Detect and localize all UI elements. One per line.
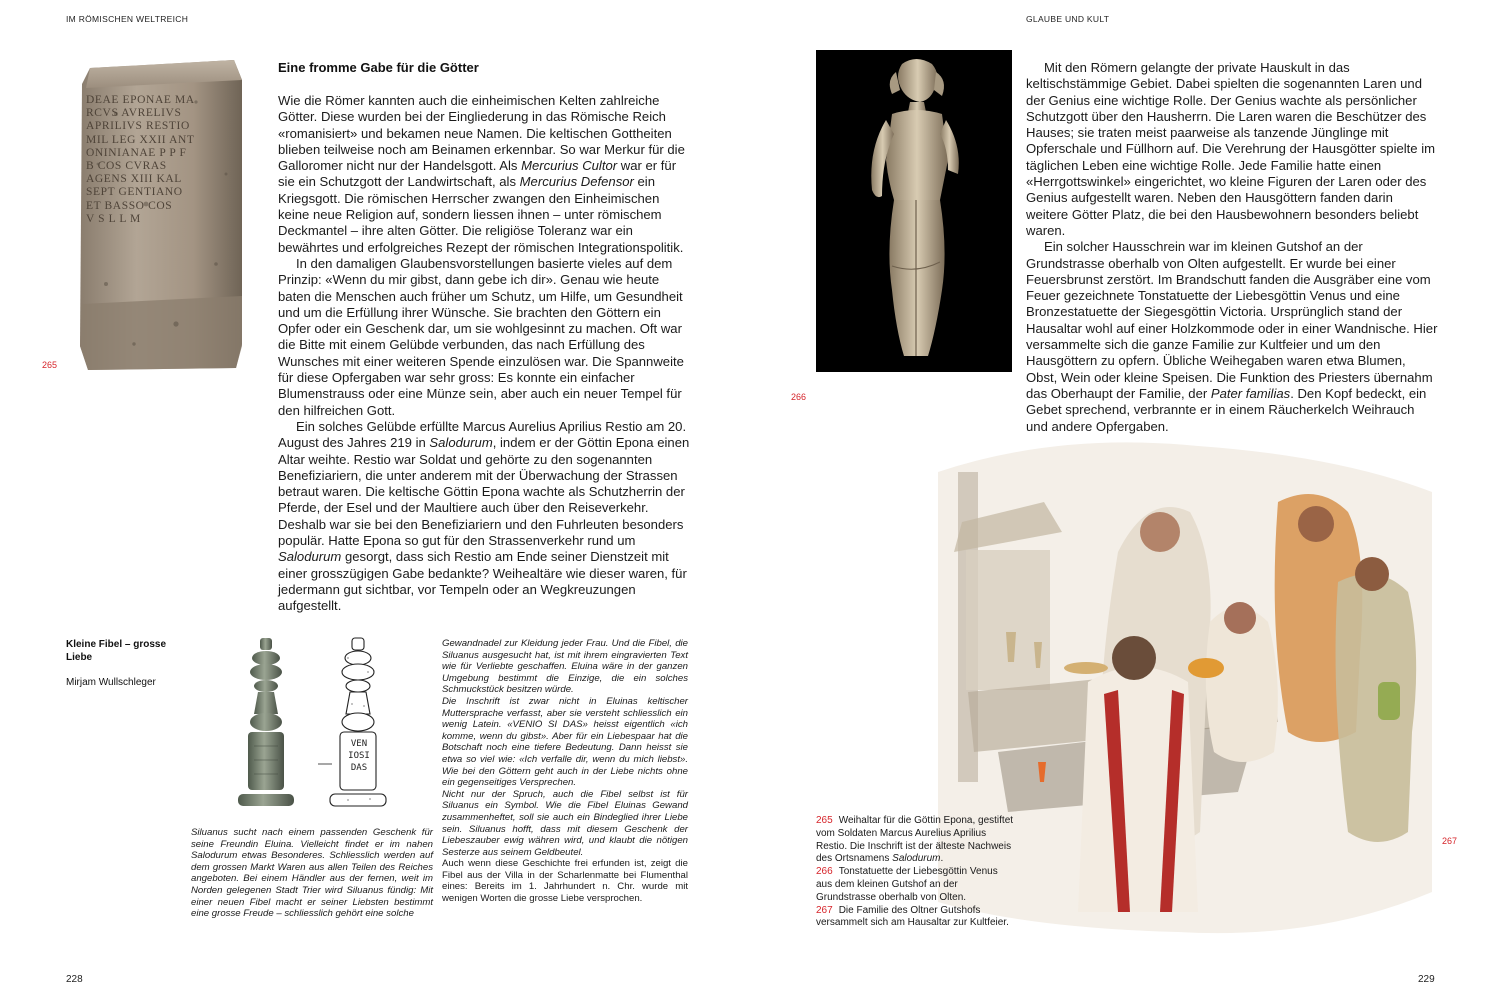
paragraph: Ein solcher Hausschrein war im kleinen Gutshof an der Grundstrasse oberhalb von Olten aufgestellt. Er wurde bei einer Feuersbrunst zerstört. Im Brandschutt fanden die Ausgräber eine vom Feuer gezeichnete Tonstatuette der Liebesgöttin Venus und eine Bronzestatuette der Siegesgöttin Victoria. Ursprünglich stand der Hausaltar wohl auf einer Holzkommode oder in einer Wandnische. Hier versammelte sich die ganze Familie zur Kultfeier und um den Hausgöttern zu opfern. Übliche Weihegaben waren etwa Blumen, Obst, Wein oder kleine Speisen. Die Funktion des Priesters übernahm das Oberhaupt der Familie, der Pater familias. Den Kopf bedeckt, ein Gebet sprechend, verbrannte er in einem Räucherkelch Weihrauch und andere Opfergaben. (1026, 239, 1438, 434)
right-running-head: GLAUBE UND KULT (1026, 14, 1110, 24)
paragraph: Wie die Römer kannten auch die einheimischen Kelten zahlreiche Götter. Diese wurden bei der Eingliederung in das Römische Reich «romanisiert» und bekamen neue Namen. Die keltischen Gottheiten blieben teilweise noch am Beinamen erkennbar. So war Merkur für die Galloromer nicht nur der Handelsgott. Als Mercurius Cultor war er für sie ein Schutzgott der Landwirtschaft, als Mercurius Defensor ein Kriegsgott. Die römischen Herrscher zwangen den Einheimischen keine neue Religion auf, sondern liessen ihnen – unter römischem Deckmantel – ihre alten Götter. Die religiöse Toleranz war ein bewährtes und erfolgreiches Rezept der römischen Integrationspolitik. (278, 93, 685, 255)
inscription-line: ONINIANAE P P F (86, 146, 187, 159)
inscription-line: VEN (350, 739, 368, 749)
sidebar-story-left: Siluanus sucht nach einem passenden Geschenk für seine Freundin Eluina. Vielleicht findet er im nahen Salodurum etwas Besonderes. Schliesslich werden auf dem grossen Markt Waren aus allen Teilen des Reiches angeboten. Bei einem Händler aus der fernen, weit im Norden gelegenen Stadt Trier wird Siluanus fündig: Mit einer neuen Fibel macht er seiner Liebsten bestimmt eine grosse Freude – schliesslich gehört eine solche (191, 827, 433, 920)
inscription-line: V S L L M (86, 212, 141, 225)
caption-265: 265 Weihaltar für die Göttin Epona, gestiftet vom Soldaten Marcus Aurelius Aprilius Restio. Die Inschrift ist der älteste Nachweis des Ortsnamens Salodurum. (816, 815, 1014, 865)
figure-number-265: 265 (42, 360, 58, 370)
inscription-line: ET BASSO COS (86, 199, 173, 212)
inscription-line: AGENS XIII KAL (86, 173, 182, 186)
inscription-line: MIL LEG XXII ANT (86, 133, 195, 146)
paragraph: In den damaligen Glaubensvorstellungen basierte vieles auf dem Prinzip: «Wenn du mir gibst, dann gebe ich dir». Genau wie heute baten die Menschen auch früher um Schutz, um Hilfe, um Gesundheit und um die Erfüllung ihrer Wünsche. Sie brachten den Göttern ein Opfer oder ein Geschenk dar, um sie wohlgesinnt zu machen. Oft war die Bitte mit einem Gelübde verbunden, das nach Erfüllung des Wunsches mit einer weiteren Spende einzulösen war. Die Spannweite für diese Opfergaben war sehr gross: Es konnte ein einfacher Blumenstrauss oder eine Münze sein, aber auch ein neuer Tempel für den hilfreichen Gott. (278, 255, 684, 418)
left-running-head: IM RÖMISCHEN WELTREICH (66, 14, 189, 24)
paragraph: Mit den Römern gelangte der private Hauskult in das keltischstämmige Gebiet. Dabei spielten die sogenannten Laren und der Genius eine wichtige Rolle. Der Genius wachte als persönlicher Schutzgott über den Hausherrn. Die Laren waren die Beschützer des Hauses; sie traten meist paarweise als tanzende Jünglinge mit Opferschale und Füllhorn auf. Die Verehrung der Hausgötter spielte im täglichen Leben eine wichtige Rolle. Jede Familie hatte einen «Herrgottswinkel» eingerichtet, wo kleine Figuren der Laren oder des Genius aufgestellt waren. Neben den Hausgöttern fanden darin weitere Götter Platz, die bei den Hausbewohnern besonders beliebt waren. (1026, 60, 1436, 238)
paragraph: Die Inschrift ist zwar nicht in Eluinas keltischer Muttersprache verfasst, aber sie versteht schliesslich ein wenig Latein. «VENIO SI DAS» heisst eigentlich «ich komme, wenn du gibst». Aber für ein Liebespaar hat die Botschaft noch eine tiefere Bedeutung. Dann heisst sie etwa so viel wie: «Ich verfalle dir, wenn du mich liebst». Wie bei den Göttern geht auch in der Liebe nichts ohne ein gegenseitiges Versprechen. (442, 695, 688, 789)
right-page-number: 229 (1418, 974, 1435, 985)
figure-captions (816, 815, 1016, 930)
caption-266: 266 Tonstatuette der Liebesgöttin Venus aus dem kleinen Gutshof an der Grundstrasse oberhalb von Olten. (816, 866, 998, 903)
paragraph: Ein solches Gelübde erfüllte Marcus Aurelius Aprilius Restio am 20. August des Jahres 219 in Salodurum, indem er der Göttin Epona einen Altar weihte. Restio war Soldat und gehörte zu den sogenannten Benefiziariern, die unter anderem mit der Überwachung der Strassen betraut waren. Die keltische Göttin Epona wachte als Schutzherrin der Pferde, der Esel und der Maultiere auch über den Reiseverkehr. Deshalb war sie bei den Benefiziariern und den Fuhrleuten besonders populär. Hatte Epona so gut für den Strassenverkehr rund um Salodurum gesorgt, dass sich Restio am Ende seiner Dienstzeit mit einer grosszügigen Gabe bedankte? Weihealtäre wie dieser waren, für jedermann gut sichtbar, vor Tempeln oder an Wegkreuzungen aufgestellt. (278, 418, 690, 614)
caption-267: 267 Die Familie des Oltner Gutshofs versammelt sich am Hausaltar zur Kultfeier. (816, 904, 1009, 929)
venus-statuette-photo (816, 50, 1012, 372)
fibula-drawing (318, 634, 398, 814)
inscription-line: APRILIVS RESTIO (86, 120, 190, 133)
paragraph: Gewandnadel zur Kleidung jeder Frau. Und die Fibel, die Siluanus ausgesucht hat, ist mit ihrem eingravierten Text wie für Verliebte geschaffen. Eluina wäre in der ganzen Umgebung bestimmt die Einzige, die ein solches Schmuckstück besitzen würde. (442, 638, 688, 696)
right-article-body (1026, 60, 1438, 435)
inscription-line: RCVS AVRELIVS (86, 107, 182, 120)
sidebar-author: Mirjam Wullschleger (66, 677, 156, 688)
altar-inscription (86, 94, 236, 226)
figure-number-267: 267 (1442, 836, 1458, 846)
inscription-line: DAS (350, 763, 368, 773)
fibula-drawing-inscription (344, 738, 374, 774)
sidebar-story-right (442, 638, 688, 905)
fibula-photo (228, 634, 308, 814)
paragraph: Auch wenn diese Geschichte frei erfunden ist, zeigt die Fibel aus der Villa in der Scharlenmatte bei Flumenthal eines: Bereits im 1. Jahrhundert n. Chr. wurde mit wenigen Worten die grosse Liebe versprochen. (442, 858, 688, 905)
article-title: Eine fromme Gabe für die Götter (278, 60, 479, 75)
sidebar-title: Kleine Fibel – grosse Liebe (66, 639, 167, 663)
left-article-body (278, 93, 690, 615)
inscription-line: SEPT GENTIANO (86, 186, 183, 199)
paragraph: Nicht nur der Spruch, auch die Fibel selbst ist für Siluanus ein Symbol. Wie die Fibel Eluinas Gewand zusammenheftet, soll sie auch ein Bindeglied ihrer Liebe sein. Siluanus hofft, dass mit diesem Geschenk der Liebeszauber ewig währen wird, und klaubt die nötigen Sesterze aus seinem Geldbeutel. (442, 788, 688, 858)
inscription-line: IOSI (348, 751, 370, 761)
inscription-line: B COS CVRAS (86, 160, 167, 173)
inscription-line: DEAE EPONAE MA (86, 94, 195, 106)
figure-number-266: 266 (791, 392, 807, 402)
left-page-number: 228 (66, 974, 83, 985)
